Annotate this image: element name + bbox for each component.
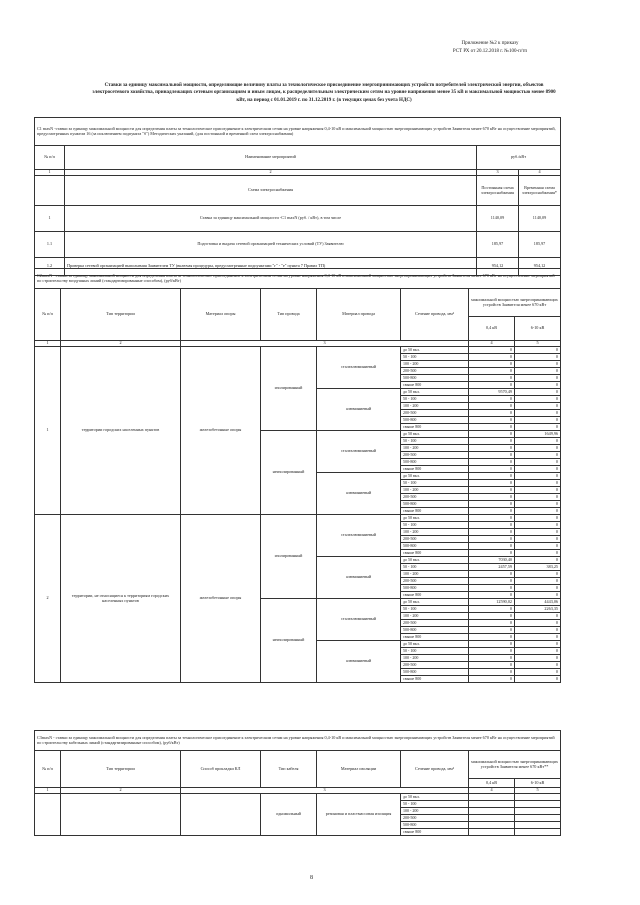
section-cell: 100 - 200	[401, 445, 469, 452]
section-cell: 500-800	[401, 417, 469, 424]
section-cell: 50 - 100	[401, 438, 469, 445]
section-cell: 200-500	[401, 494, 469, 501]
value-04-cell: 0	[469, 620, 515, 627]
wire-type-cell: неизолированный	[261, 599, 317, 683]
value-6-10-cell: 0	[515, 536, 561, 543]
value-6-10-cell: 0	[515, 424, 561, 431]
section-cell: 500-800	[401, 669, 469, 676]
wire-material-cell: алюминиевый	[317, 389, 401, 431]
section-cell: 200-500	[401, 578, 469, 585]
value-04-cell: 0	[469, 487, 515, 494]
value-6-10-cell: 0	[515, 592, 561, 599]
value-04-cell: 0	[469, 403, 515, 410]
order-reference-line1: Приложение №2 к приказу	[461, 41, 519, 46]
value-6-10-cell: 0	[515, 445, 561, 452]
col-activity-name: Наименование мероприятий	[65, 146, 477, 170]
col-unit: руб./кВт	[477, 146, 561, 170]
value-04-cell: 0	[469, 641, 515, 648]
section-cell: до 50 вкл.	[401, 515, 469, 522]
wire-material-cell: сталеалюминиевый	[317, 431, 401, 473]
temporary-scheme-header: Временная схема электроснабжения*	[519, 176, 561, 206]
section-cell: 200-500	[401, 410, 469, 417]
value-04-cell: 0	[469, 655, 515, 662]
section-cell: свыше 800	[401, 550, 469, 557]
value-04-cell: 0	[469, 676, 515, 683]
colnum-3: 3	[181, 788, 469, 794]
section-cell: 100 - 200	[401, 403, 469, 410]
cable-type-cell: одножильный	[261, 794, 317, 836]
value-6-10-cell: 383,25	[515, 564, 561, 571]
section-cell: 500-800	[401, 501, 469, 508]
row-activity: Ставка за единицу максимальной мощности -C1 maxN (руб. / кВт), в том числе	[65, 206, 477, 232]
value-04-cell: 0	[469, 501, 515, 508]
row-activity: Проверка сетевой организацией выполнения Заявителем ТУ (включая процедуры, предусмотренные подпунктами "г" - "е" пункта 7 Правил ТП)	[65, 258, 477, 276]
value-04-cell: 0	[469, 452, 515, 459]
section-cell: 200-500	[401, 368, 469, 375]
section-cell: 50 - 100	[401, 480, 469, 487]
value-04-cell: 0	[469, 396, 515, 403]
value-6-10-cell: 0	[515, 375, 561, 382]
value-04-cell: 0	[469, 375, 515, 382]
section-cell: 100 - 200	[401, 571, 469, 578]
section-cell: 200-500	[401, 536, 469, 543]
col-laying-method: Способ прокладки КЛ	[181, 751, 261, 788]
section-cell: 50 - 100	[401, 648, 469, 655]
table-c1	[34, 117, 561, 276]
section-cell: свыше 800	[401, 382, 469, 389]
value-6-10-cell: 0	[515, 585, 561, 592]
permanent-scheme-header: Постоянная схема электроснабжения	[477, 176, 519, 206]
colnum-3: 3	[181, 341, 469, 347]
value-04-cell: 0	[469, 606, 515, 613]
table-row	[35, 347, 561, 354]
wire-type-cell: изолированный	[261, 347, 317, 431]
colnum-4: 4	[469, 788, 515, 794]
value-6-10-cell: 0	[515, 403, 561, 410]
section-cell: до 50 вкл.	[401, 557, 469, 564]
value-04-cell: 0	[469, 571, 515, 578]
value-04-cell: 0	[469, 550, 515, 557]
row-permanent-value: 185,97	[477, 232, 519, 258]
value-04-cell: 0	[469, 473, 515, 480]
section-cell: 50 - 100	[401, 354, 469, 361]
row-number: 1.2	[35, 258, 65, 276]
value-04-cell: 0	[469, 459, 515, 466]
wire-type-cell: изолированный	[261, 515, 317, 599]
col-number: № п/п	[35, 751, 61, 788]
value-04-cell: 2457,59	[469, 564, 515, 571]
section-cell: 500-800	[401, 627, 469, 634]
col-territory-type: Тип территории	[61, 751, 181, 788]
section-cell: 200-500	[401, 662, 469, 669]
table-c1-caption: C1 maxN -ставки за единицу максимальной мощности для определения платы за технологическое присоединение к электрическим сетям на уровне напряжения 0,4-10 кВ и максимальной мощностью энергопринимающих устройств Заявителя менее 670 кВт на осуществление мероприятий, предусмотренных пунктом 16 (за исключением подпункта "б") Методических указаний, (для постоянной и временной схем электроснабжения)	[35, 118, 561, 146]
value-04-cell: 0	[469, 466, 515, 473]
section-cell: свыше 800	[401, 634, 469, 641]
wire-material-cell: алюминиевый	[317, 557, 401, 599]
table-row	[35, 794, 561, 801]
value-6-10-cell: 0	[515, 529, 561, 536]
section-cell: 500-800	[401, 543, 469, 550]
colnum-2: 2	[61, 341, 181, 347]
scheme-header: Схема электроснабжения	[65, 176, 477, 206]
value-6-10-cell: 0	[515, 571, 561, 578]
page-number: 8	[310, 875, 313, 881]
colnum-5: 5	[515, 788, 561, 794]
value-6-10-cell: 0	[515, 676, 561, 683]
col-voltage-04: 0,4 кВ	[469, 317, 515, 341]
value-6-10-cell: 0	[515, 508, 561, 515]
table-row	[35, 232, 561, 258]
col-max-power: максимальной мощностью энергопринимающих устройств Заявителя менее 670 кВт	[469, 289, 561, 317]
value-6-10-cell: 2263,35	[515, 606, 561, 613]
section-cell: до 50 вкл.	[401, 794, 469, 801]
section-cell: 50 - 100	[401, 396, 469, 403]
section-cell: 500-800	[401, 585, 469, 592]
value-6-10-cell: 0	[515, 578, 561, 585]
row-permanent-value: 1140,09	[477, 206, 519, 232]
section-cell: свыше 800	[401, 592, 469, 599]
group-number-cell: 1	[35, 347, 61, 515]
value-6-10-cell: 0	[515, 396, 561, 403]
section-cell: до 50 вкл.	[401, 431, 469, 438]
colnum-1: 1	[35, 170, 65, 176]
value-04-cell: 0	[469, 438, 515, 445]
section-cell: 100 - 200	[401, 529, 469, 536]
value-6-10-cell: 0	[515, 494, 561, 501]
colnum-4: 4	[469, 341, 515, 347]
section-cell: 100 - 200	[401, 655, 469, 662]
value-6-10-cell: 0	[515, 382, 561, 389]
value-6-10-cell: 0	[515, 648, 561, 655]
section-cell: 200-500	[401, 620, 469, 627]
value-6-10-cell: 0	[515, 613, 561, 620]
value-04-cell: 0	[469, 480, 515, 487]
value-04-cell: 0	[469, 515, 515, 522]
territory-cell: территории городских населенных пунктов	[61, 347, 181, 515]
table-row	[35, 206, 561, 232]
value-6-10-cell: 0	[515, 347, 561, 354]
value-6-10-cell: 0	[515, 480, 561, 487]
value-6-10-cell: 0	[515, 515, 561, 522]
group-number-cell: 2	[35, 515, 61, 683]
section-cell: до 50 вкл.	[401, 599, 469, 606]
value-6-10-cell: 0	[515, 417, 561, 424]
section-cell: 100 - 200	[401, 361, 469, 368]
order-reference	[420, 40, 560, 55]
value-04-cell: 0	[469, 543, 515, 550]
table-c3	[34, 730, 561, 836]
value-6-10-cell: 0	[515, 389, 561, 396]
value-6-10-cell: 0	[515, 620, 561, 627]
colnum-4: 4	[519, 170, 561, 176]
wire-material-cell: алюминиевый	[317, 473, 401, 515]
pole-material-cell: железобетонные опоры	[181, 515, 261, 683]
value-6-10-cell: 0	[515, 487, 561, 494]
col-pole-material: Материал опоры	[181, 289, 261, 341]
section-cell: свыше 800	[401, 424, 469, 431]
value-04-cell: 0	[469, 634, 515, 641]
table-c2	[34, 268, 561, 683]
row-temporary-value: 185,97	[519, 232, 561, 258]
value-04-cell: 9570,49	[469, 389, 515, 396]
value-6-10-cell: 0	[515, 466, 561, 473]
value-04-cell: 7030,40	[469, 557, 515, 564]
value-04-cell: 0	[469, 627, 515, 634]
section-cell: свыше 800	[401, 508, 469, 515]
wire-material-cell: сталеалюминиевый	[317, 599, 401, 641]
colnum-5: 5	[515, 341, 561, 347]
value-04-cell: 0	[469, 585, 515, 592]
col-voltage-6-10: 6-10 кВ	[515, 779, 561, 788]
value-04-cell: 0	[469, 536, 515, 543]
value-04-cell: 0	[469, 347, 515, 354]
wire-material-cell: сталеалюминиевый	[317, 515, 401, 557]
value-04-cell: 0	[469, 662, 515, 669]
col-voltage-6-10: 6-10 кВ	[515, 317, 561, 341]
value-6-10-cell: 0	[515, 543, 561, 550]
value-04-cell: 0	[469, 669, 515, 676]
value-04-cell: 0	[469, 529, 515, 536]
value-6-10-cell: 0	[515, 669, 561, 676]
value-6-10-cell: 0	[515, 634, 561, 641]
col-wire-type: Тип провода	[261, 289, 317, 341]
section-cell: 500-800	[401, 822, 469, 829]
section-cell: 50 - 100	[401, 522, 469, 529]
section-cell: до 50 вкл.	[401, 641, 469, 648]
table-row	[35, 515, 561, 522]
value-6-10-cell: 0	[515, 368, 561, 375]
section-cell: 100 - 200	[401, 808, 469, 815]
section-cell: 500-800	[401, 375, 469, 382]
value-04-cell: 0	[469, 508, 515, 515]
row-temporary-value: 954,12	[519, 258, 561, 276]
territory-cell: территории, не относящиеся к территориям городских населенных пунктов	[61, 515, 181, 683]
value-6-10-cell: 0	[515, 522, 561, 529]
col-max-power: максимальной мощностью энергопринимающих устройств Заявителя менее 670 кВт**	[469, 751, 561, 779]
col-wire-section: Сечение провода, мм²	[401, 289, 469, 341]
insulation-cell: резиновая и пластмассовая изоляция	[317, 794, 401, 836]
section-cell: свыше 800	[401, 676, 469, 683]
table-c3-caption: C3maxN - ставки за единицу максимальной мощности для определения платы за технологическое присоединение к электрическим сетям на уровне напряжения 0,4-10 кВ и максимальной мощностью энергопринимающих устройств Заявителя менее 670 кВт на осуществление мероприятий по строительству кабельных линий (стандартизированные способом), (руб/кВт)	[35, 731, 561, 751]
value-04-cell: 0	[469, 361, 515, 368]
colnum-2: 2	[61, 788, 181, 794]
colnum-1: 1	[35, 341, 61, 347]
value-04-cell: 12590,02	[469, 599, 515, 606]
value-04-cell: 0	[469, 368, 515, 375]
table-c2-caption: C2maxN - ставки за единицу максимальной мощности для определения платы за технологическое присоединение к электрическим сетям на уровне напряжения 0,4-10 кВ и максимальной мощностью энергопринимающих устройств Заявителя менее 670 кВт на осуществление мероприятий по строительству воздушных линий (стандартизированные способом), (руб/кВт)	[35, 269, 561, 289]
row-number: 1	[35, 206, 65, 232]
value-04-cell: 0	[469, 431, 515, 438]
col-number: № п/п	[35, 146, 65, 170]
value-04-cell: 0	[469, 592, 515, 599]
value-04-cell: 0	[469, 354, 515, 361]
value-6-10-cell: 0	[515, 641, 561, 648]
col-wire-section: Сечение провода, мм²	[401, 751, 469, 788]
colnum-1: 1	[35, 788, 61, 794]
section-cell: свыше 800	[401, 829, 469, 836]
row-temporary-value: 1140,09	[519, 206, 561, 232]
value-6-10-cell: 0	[515, 557, 561, 564]
col-voltage-04: 0,4 кВ	[469, 779, 515, 788]
document-title: Ставки за единицу максимальной мощности, определяющие величину платы за технологическое присоединение энергопринимающих устройств потребителей электрической энергии, объектов электросетевого хозяйства, принадлежащих сетевым организациям и иным лицам, к распределительным электрическим сетям на уровне напряжения менее 35 кВ и максимальной мощностью менее 8900 кВт, на период с 01.01.2019 г. по 31.12.2019 г. (в текущих ценах без учета НДС)	[92, 83, 556, 103]
value-04-cell: 0	[469, 445, 515, 452]
section-cell: 50 - 100	[401, 606, 469, 613]
value-04-cell: 0	[469, 613, 515, 620]
row-permanent-value: 954,12	[477, 258, 519, 276]
wire-material-cell: сталеалюминиевый	[317, 347, 401, 389]
section-cell: до 50 вкл.	[401, 389, 469, 396]
value-6-10-cell: 0	[515, 550, 561, 557]
pole-material-cell: железобетонные опоры	[181, 347, 261, 515]
value-6-10-cell: 0	[515, 354, 561, 361]
value-04-cell: 0	[469, 494, 515, 501]
colnum-2: 2	[65, 170, 477, 176]
value-6-10-cell: 4443,06	[515, 599, 561, 606]
value-6-10-cell: 0	[515, 501, 561, 508]
col-territory-type: Тип территории	[61, 289, 181, 341]
value-6-10-cell: 0	[515, 473, 561, 480]
section-cell: 50 - 100	[401, 801, 469, 808]
value-04-cell: 0	[469, 522, 515, 529]
col-wire-material: Материал провода	[317, 289, 401, 341]
row-activity: Подготовка и выдача сетевой организацией технических условий (ТУ) Заявителю	[65, 232, 477, 258]
value-6-10-cell: 0	[515, 361, 561, 368]
section-cell: 100 - 200	[401, 487, 469, 494]
section-cell: 200-500	[401, 815, 469, 822]
value-04-cell: 0	[469, 424, 515, 431]
value-6-10-cell: 0	[515, 627, 561, 634]
wire-material-cell: алюминиевый	[317, 641, 401, 683]
value-04-cell: 0	[469, 648, 515, 655]
value-6-10-cell: 0	[515, 438, 561, 445]
value-6-10-cell: 0	[515, 459, 561, 466]
value-6-10-cell: 0	[515, 655, 561, 662]
value-04-cell: 0	[469, 410, 515, 417]
col-number: № п/п	[35, 289, 61, 341]
section-cell: свыше 800	[401, 466, 469, 473]
wire-type-cell: неизолированный	[261, 431, 317, 515]
section-cell: до 50 вкл.	[401, 347, 469, 354]
col-cable-type: Тип кабеля	[261, 751, 317, 788]
value-6-10-cell: 1649,96	[515, 431, 561, 438]
col-insulation-material: Материал изоляции	[317, 751, 401, 788]
value-6-10-cell: 0	[515, 662, 561, 669]
row-number: 1.1	[35, 232, 65, 258]
value-6-10-cell: 0	[515, 410, 561, 417]
order-reference-line2: РСТ РХ от 20.12.2018 г. №100-п/тп	[452, 48, 528, 54]
value-6-10-cell: 0	[515, 452, 561, 459]
section-cell: до 50 вкл.	[401, 473, 469, 480]
section-cell: 500-800	[401, 459, 469, 466]
section-cell: 200-500	[401, 452, 469, 459]
value-04-cell: 0	[469, 417, 515, 424]
section-cell: 50 - 100	[401, 564, 469, 571]
colnum-3: 3	[477, 170, 519, 176]
value-04-cell: 0	[469, 382, 515, 389]
value-04-cell: 0	[469, 578, 515, 585]
section-cell: 100 - 200	[401, 613, 469, 620]
